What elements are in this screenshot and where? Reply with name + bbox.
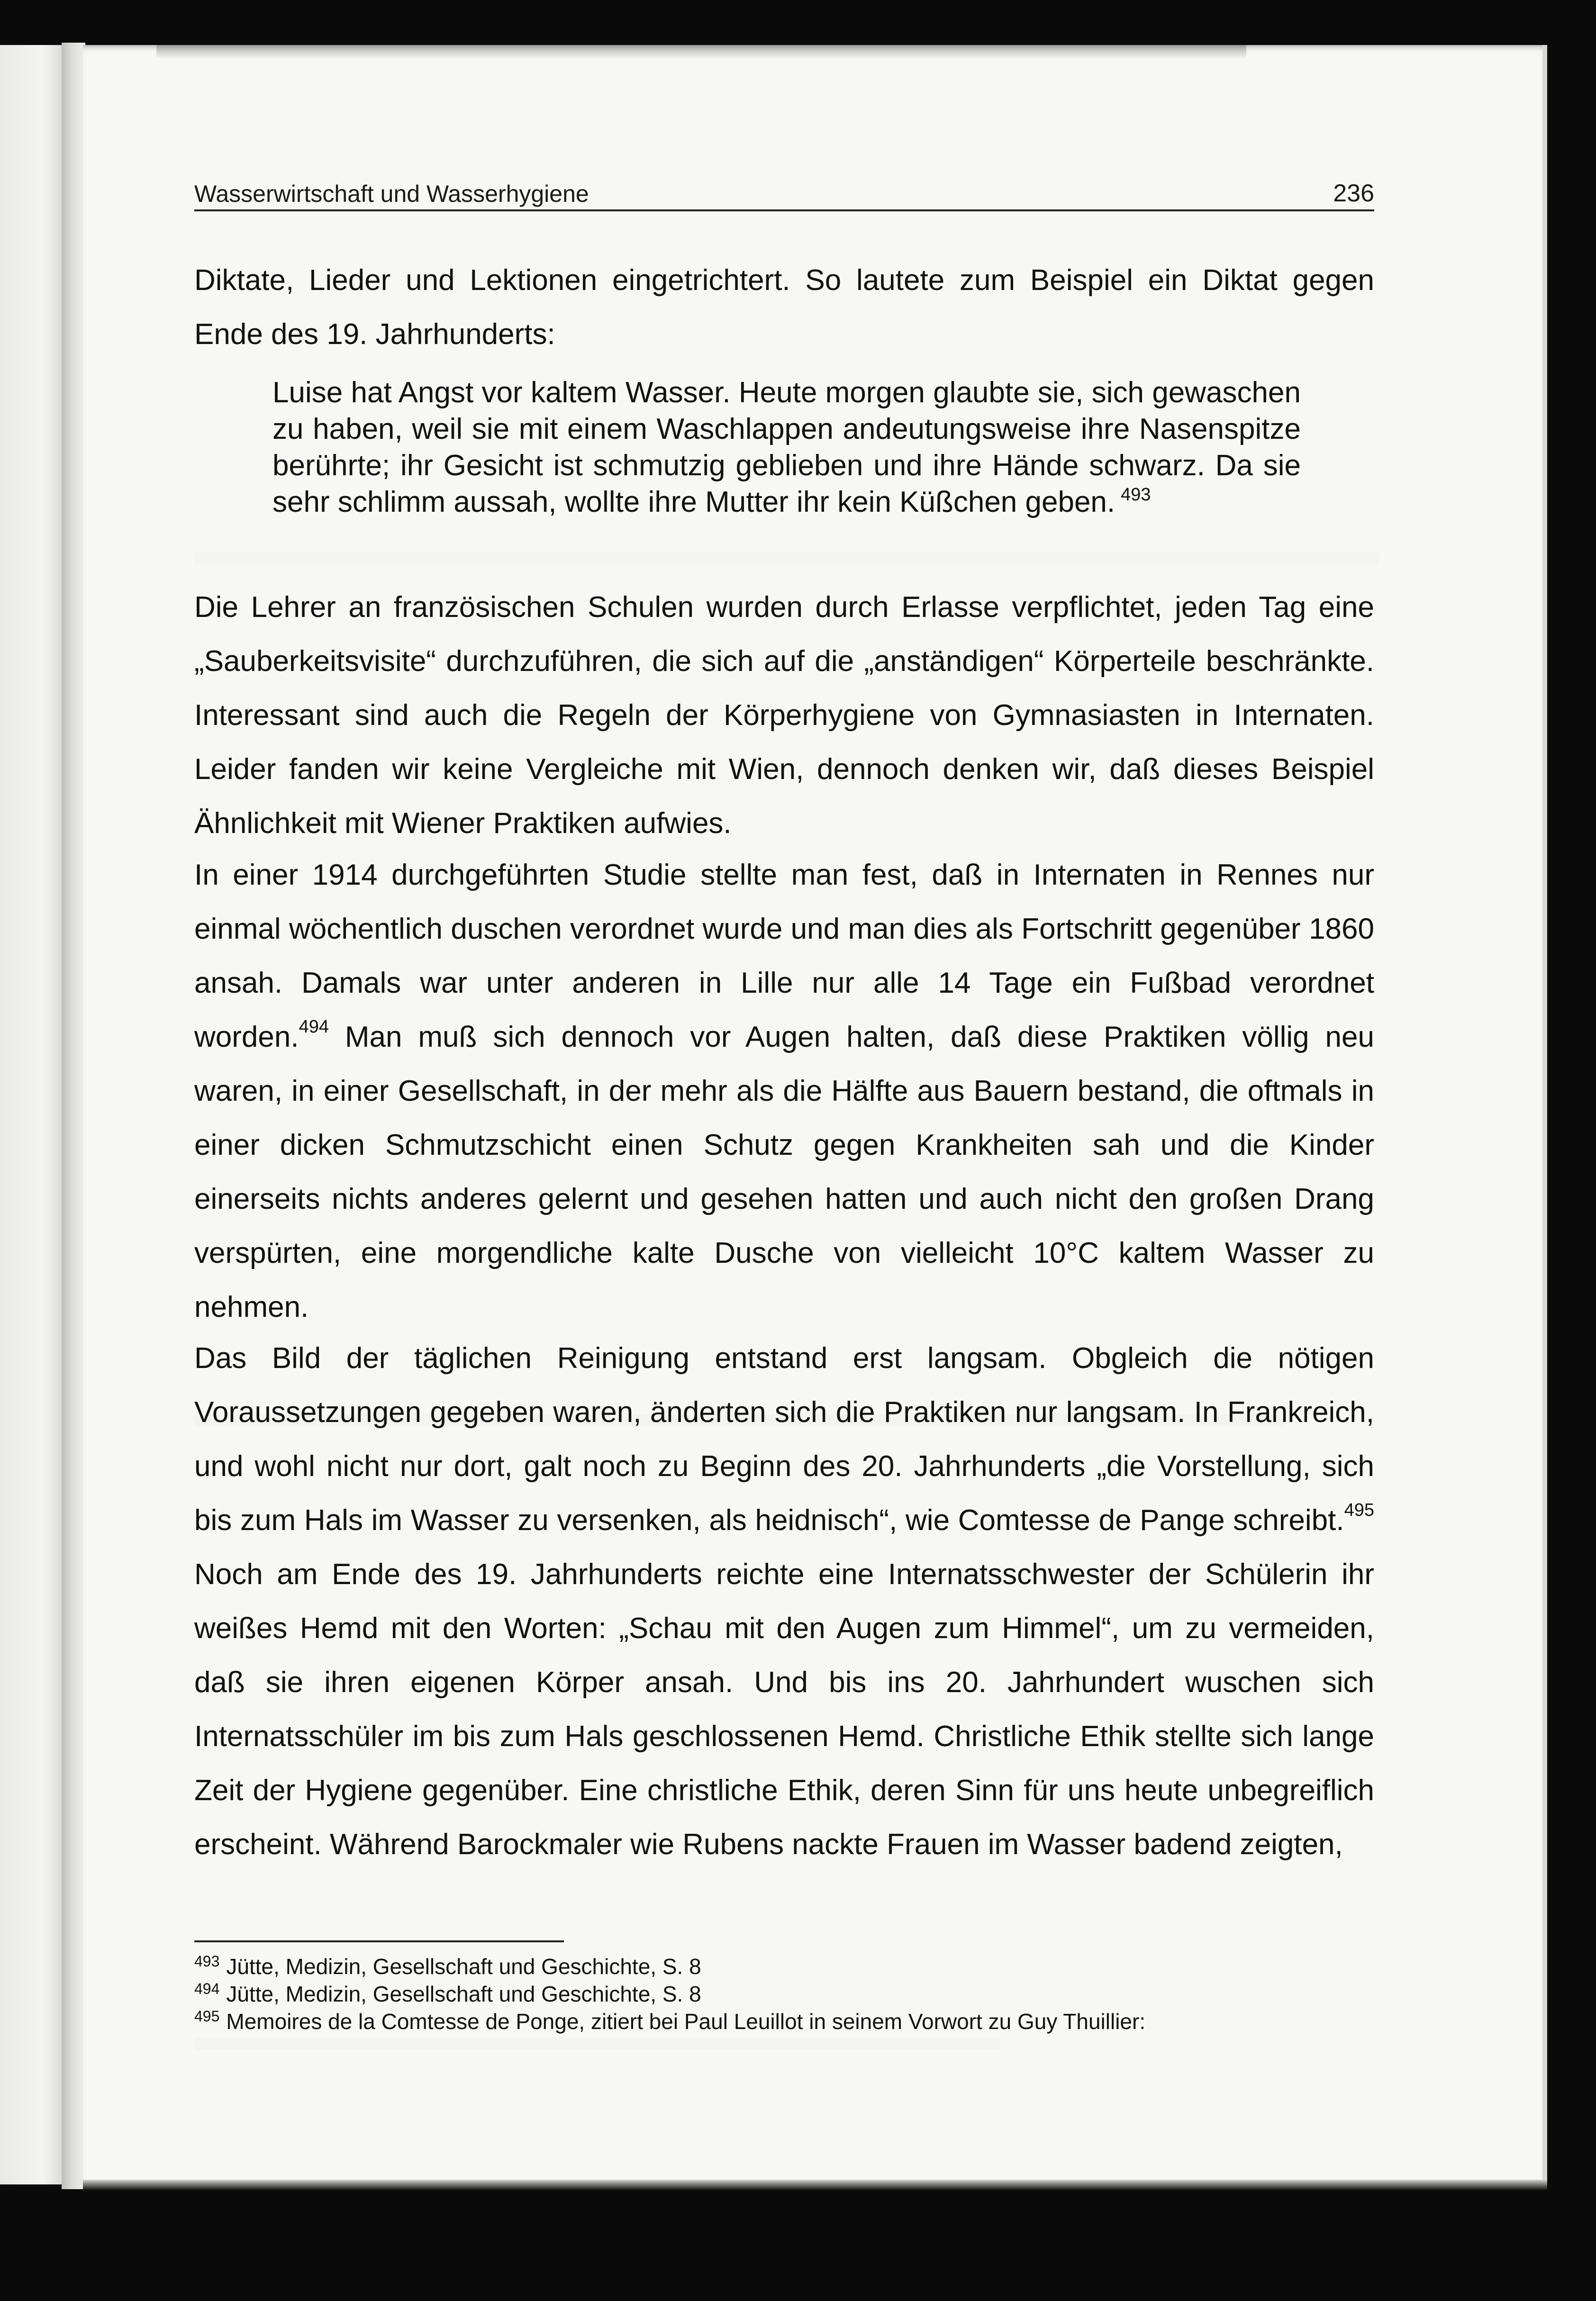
footnote-number: 494 (194, 1980, 220, 1997)
footnote-ref-495: 495 (1344, 1500, 1374, 1520)
footnote-495 (194, 2008, 1145, 2037)
show-through-line (194, 2038, 1000, 2050)
footnote-text: Jütte, Medizin, Gesellschaft und Geschichte, S. 8 (226, 1982, 701, 2006)
paragraph-4-part-1: Das Bild der täglichen Reinigung entstand erst langsam. Obgleich die nötigen Voraussetzungen gegeben waren, änderten sich die Praktiken nur langsam. In Frankreich, und wohl nicht nur dort, galt noch zu Beginn des 20. Jahrhunderts „die Vorstellung, sich bis zum Hals im Wasser zu versenken, als heidnisch“, wie Comtesse de Pange schreibt. (194, 1342, 1374, 1537)
show-through-line (194, 552, 1379, 564)
footnote-494 (194, 1981, 701, 2010)
block-quote (272, 374, 1301, 520)
running-header (194, 176, 1374, 211)
paragraph-2: Die Lehrer an französischen Schulen wurden durch Erlasse verpflichtet, jeden Tag eine „Sauberkeitsvisite“ durchzuführen, die sich auf die „anständigen“ Körperteile beschränkte. Interessant sind auch die Regeln der Körperhygiene von Gymnasiasten in Internaten. Leider fanden wir keine Vergleiche mit Wien, dennoch denken wir, daß dieses Beispiel Ähnlichkeit mit Wiener Praktiken aufwies. (194, 591, 1374, 840)
footnote-text: Jütte, Medizin, Gesellschaft und Geschichte, S. 8 (226, 1954, 701, 1979)
footnote-493 (194, 1953, 701, 1982)
paragraph-4-part-2: Noch am Ende des 19. Jahrhunderts reichte eine Internatsschwester der Schülerin ihr weißes Hemd mit den Worten: „Schau mit den Augen zum Himmel“, um zu vermeiden, daß sie ihren eigenen Körper ansah. Und bis ins 20. Jahrhundert wuschen sich Internatsschüler im bis zum Hals geschlossenen Hemd. Christliche Ethik stellte sich lange Zeit der Hygiene gegenüber. Eine christliche Ethik, deren Sinn für uns heute unbegreiflich erscheint. Während Barockmaler wie Rubens nackte Frauen im Wasser badend zeigten, (194, 1558, 1374, 1861)
header-title: Wasserwirtschaft und Wasserhygiene (194, 181, 589, 207)
footnote-number: 495 (194, 2008, 220, 2025)
paragraph-3-part-2: Man muß sich dennoch vor Augen halten, daß diese Praktiken völlig neu waren, in einer Gesellschaft, in der mehr als die Hälfte aus Bauern bestand, die oftmals in einer dicken Schmutzschicht einen Schutz gegen Krankheiten sah und die Kinder einerseits nichts anderes gelernt und gesehen hatten und auch nicht den großen Drang verspürten, eine morgendliche kalte Dusche von vielleicht 10°C kaltem Wasser zu nehmen. (194, 1021, 1374, 1323)
paragraph-3 (194, 848, 1374, 1334)
page-top-shadow (156, 45, 1246, 59)
footnote-number: 493 (194, 1953, 220, 1970)
footnote-separator (194, 1940, 564, 1942)
paragraph-3-part-1: In einer 1914 durchgeführten Studie stellte man fest, daß in Internaten in Rennes nur einmal wöchentlich duschen verordnet wurde und man dies als Fortschritt gegenüber 1860 ansah. Damals war unter anderen in Lille nur alle 14 Tage ein Fußbad verordnet worden. (194, 859, 1374, 1053)
footnote-ref-494: 494 (299, 1017, 329, 1037)
page-bottom-edge (83, 2180, 1547, 2190)
footnote-ref-493: 493 (1121, 485, 1151, 505)
quote-text: Luise hat Angst vor kaltem Wasser. Heute morgen glaubte sie, sich gewaschen zu haben, weil sie mit einem Waschlappen andeutungsweise ihre Nasenspitze berührte; ihr Gesicht ist schmutzig geblieben und ihre Hände schwarz. Da sie sehr schlimm aussah, wollte ihre Mutter ihr kein Küßchen geben. (272, 376, 1301, 518)
left-page-edge (0, 45, 62, 2184)
page-number: 236 (1333, 180, 1374, 207)
footnote-text: Memoires de la Comtesse de Ponge, zitiert bei Paul Leuillot in seinem Vorwort zu Guy Thuillier: (226, 2009, 1146, 2034)
book-spine-shadow (62, 43, 85, 2189)
paragraph-4 (194, 1332, 1374, 1872)
paragraph-1: Diktate, Lieder und Lektionen eingetrichtert. So lautete zum Beispiel ein Diktat gegen Ende des 19. Jahrhunderts: (194, 264, 1374, 351)
